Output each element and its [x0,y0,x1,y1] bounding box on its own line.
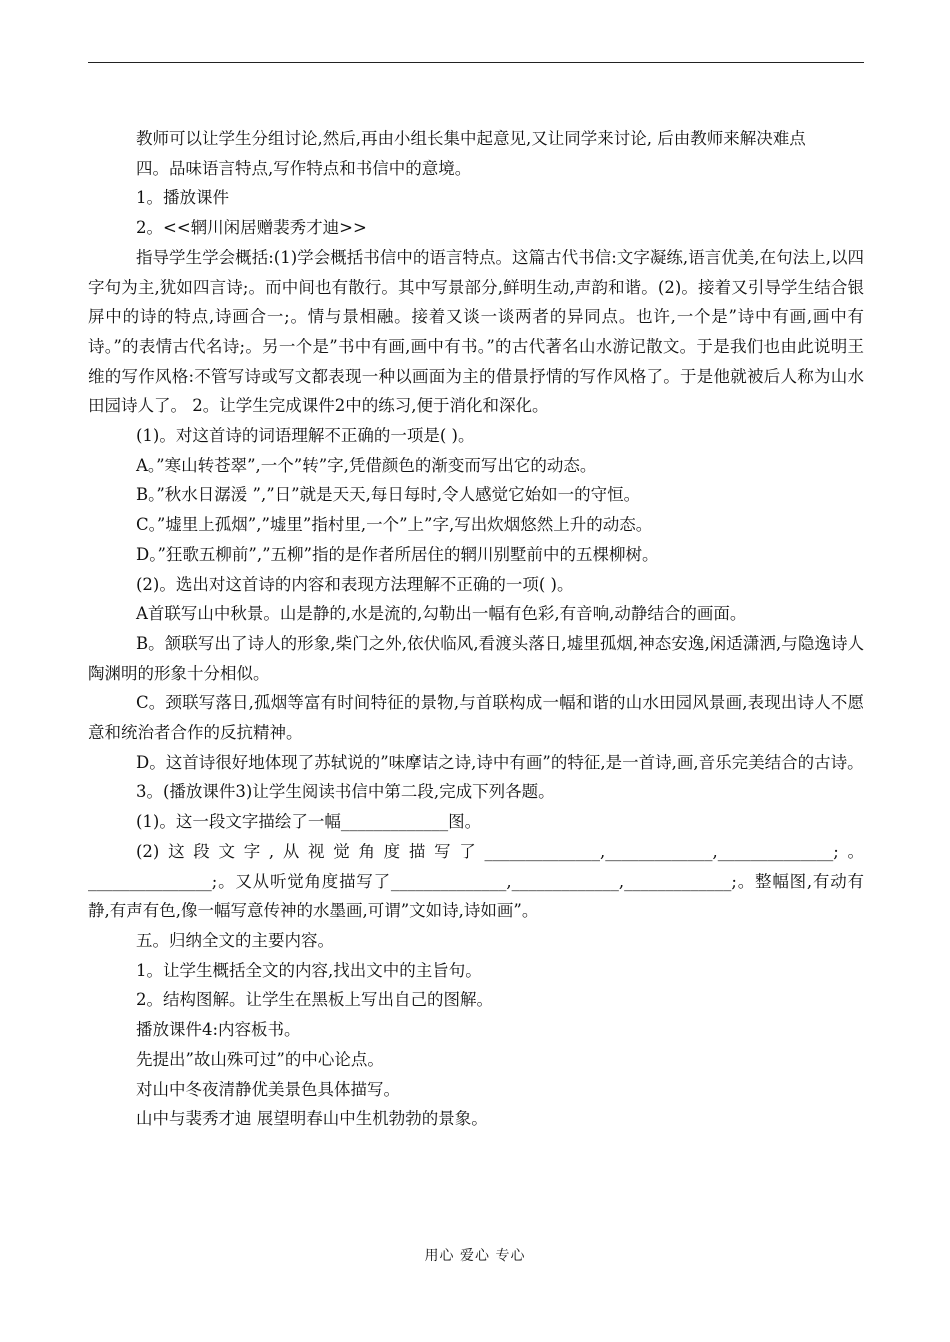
option-1c: C。”墟里上孤烟”,”墟里”指村里,一个”上”字,写出炊烟悠然上升的动态。 [136,515,653,535]
option-2a: A首联写山中秋景。山是静的,水是流的,勾勒出一幅有色彩,有音响,动静结合的画面。 [136,604,747,624]
question-1: (1)。对这首诗的词语理解不正确的一项是( )。 [136,426,475,446]
poem-title: 2。<<辋川闲居赠裴秀才迪>> [136,218,367,238]
section-heading-five: 五。归纳全文的主要内容。 [136,930,334,950]
header-rule [88,62,864,63]
paragraph-discussion: 教师可以让学生分组讨论,然后,再由小组长集中起意见,又让同学来讨论, 后由教师来解决难点 [136,129,806,148]
board-note-heading: 播放课件4:内容板书。 [136,1020,301,1040]
option-1b: B。”秋水日潺湲 ”,”日”就是天天,每日每时,令人感觉它始如一的守恒。 [136,485,641,505]
step-play-courseware: 1。播放课件 [136,188,229,208]
board-note-line-1: 先提出”故山殊可过”的中心论点。 [136,1049,384,1069]
task-3: 3。(播放课件3)让学生阅读书信中第二段,完成下列各题。 [136,782,555,802]
step-structure-diagram: 2。结构图解。让学生在黑板上写出自己的图解。 [136,990,493,1010]
task-3-question-2: (2)这段文字,从视觉角度描写了______________,_____________,______________;。_______________;。又从听觉角度描写了______________,_____________,_____________;。整幅图,有动有静,有声有色,像一幅写意传神的水墨画,可谓”文如诗,诗如画”。 [88,841,864,921]
paragraph-guidance: 指导学生学会概括:(1)学会概括书信中的语言特点。这篇古代书信:文字凝练,语言优美,在句法上,以四字句为主,犹如四言诗;。而中间也有散行。其中写景部分,鲜明生动,声韵和谐。(2)。接着又引导学生结合银屏中的诗的特点,诗画合一;。情与景相融。接着又谈一谈两者的异同点。也许,一个是”诗中有画,画中有诗。”的表情古代名诗;。另一个是”书中有画,画中有书。”的古代著名山水游记散文。于是我们也由此说明王维的写作风格:不管写诗或写文都表现一种以画面为主的借景抒情的写作风格了。于是他就被后人称为山水田园诗人了。 2。让学生完成课件2中的练习,便于消化和深化。 [88,247,864,416]
page-footer: 用心 爱心 专心 [424,1248,526,1264]
board-note-line-3: 山中与裴秀才迪 展望明春山中生机勃勃的景象。 [136,1109,488,1129]
section-heading-four: 四。品味语言特点,写作特点和书信中的意境。 [136,158,472,178]
option-1a: A。”寒山转苍翠”,一个”转”字,凭借颜色的渐变而写出它的动态。 [136,455,597,475]
option-2b: B。颔联写出了诗人的形象,柴门之外,依伏临风,看渡头落日,墟里孤烟,神态安逸,闲适潇洒,与隐逸诗人陶渊明的形象十分相似。 [88,633,864,683]
option-2c: C。颈联写落日,孤烟等富有时间特征的景物,与首联构成一幅和谐的山水田园风景画,表现出诗人不愿意和统治者合作的反抗精神。 [88,693,864,743]
task-3-question-1: (1)。这一段文字描绘了一幅_____________图。 [136,812,482,832]
board-note-line-2: 对山中冬夜清静优美景色具体描写。 [136,1079,400,1099]
option-2d: D。这首诗很好地体现了苏轼说的”味摩诘之诗,诗中有画”的特征,是一首诗,画,音乐完美结合的古诗。 [136,752,864,772]
document-body [88,124,864,1134]
step-summarize: 1。让学生概括全文的内容,找出文中的主旨句。 [136,960,482,980]
option-1d: D。”狂歌五柳前”,”五柳”指的是作者所居住的辋川别墅前中的五棵柳树。 [136,544,659,564]
question-2: (2)。选出对这首诗的内容和表现方法理解不正确的一项( )。 [136,574,574,594]
